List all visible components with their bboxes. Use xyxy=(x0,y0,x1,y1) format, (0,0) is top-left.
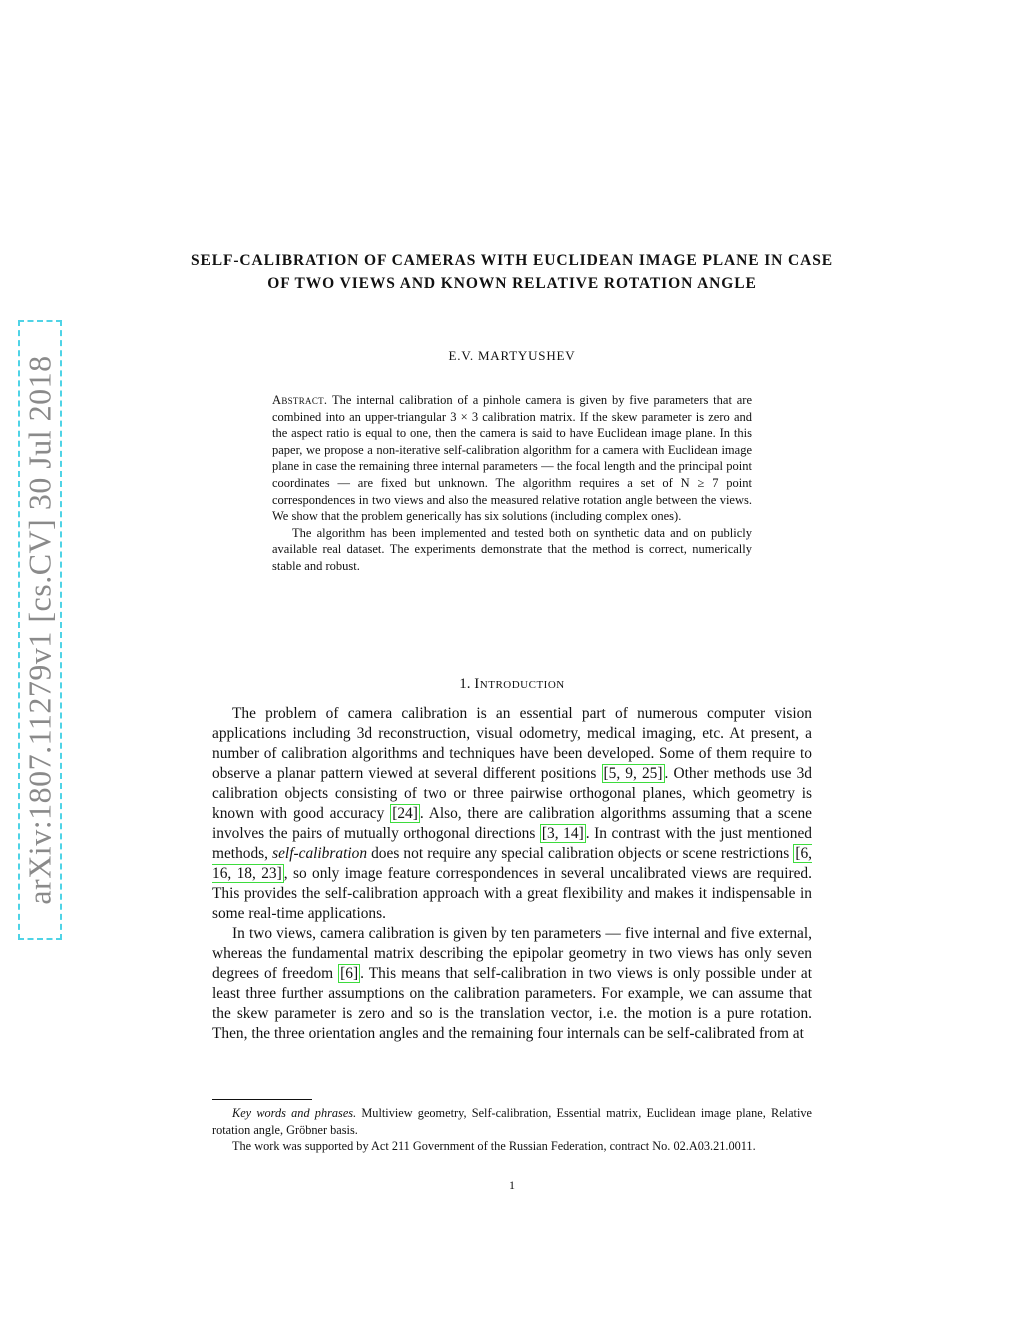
intro-text: . This means that self-calibration in two views is only possible under at least three further assumptions on the calibration parameters. For example, we can assume that the skew parameter is zero and so is the translation vector, i.e. the motion is a pure rotation. Then, the three orientation angles and the remaining four internals can be self-calibrated from at xyxy=(212,965,812,1042)
paper-author: E.V. MARTYUSHEV xyxy=(448,348,576,363)
section-title: Introduction xyxy=(474,676,565,692)
section-heading xyxy=(190,676,834,693)
footnotes xyxy=(212,1105,812,1155)
footnote-rule xyxy=(212,1099,312,1100)
arxiv-stamp xyxy=(18,320,62,940)
intro-text: . Other methods use 3d calibration objects consisting of two or three pairwise orthogonal planes, which geometry is known with good accuracy xyxy=(212,765,812,822)
keywords-label: Key words and phrases. xyxy=(232,1106,357,1120)
arxiv-id: arXiv:1807.11279v1 [cs.CV] 30 Jul 2018 xyxy=(21,355,58,905)
abstract-paragraph-2: The algorithm has been implemented and tested both on synthetic data and on publicly available real dataset. The experiments demonstrate that the method is correct, numerically stable and robust. xyxy=(272,525,752,573)
intro-paragraph-1 xyxy=(212,704,812,924)
section-number: 1. xyxy=(459,676,471,692)
citation-link[interactable]: [6, 16, 18, 23] xyxy=(212,845,812,882)
intro-text: , so only image feature correspondences in several uncalibrated views are required. This provides the self-calibration approach with a great flexibility and makes it indispensable in some real-time applications. xyxy=(212,865,812,922)
citation-link[interactable]: [6] xyxy=(340,965,359,982)
paper-title: SELF-CALIBRATION OF CAMERAS WITH EUCLIDEAN IMAGE PLANE IN CASE OF TWO VIEWS AND KNOWN RELATIVE ROTATION ANGLE xyxy=(190,252,833,292)
intro-text: In two views, camera calibration is given by ten parameters — five internal and five external, whereas the fundamental matrix describing the epipolar geometry in two views has only seven degrees of freedom xyxy=(212,925,812,982)
intro-text: The problem of camera calibration is an essential part of numerous computer vision applications including 3d reconstruction, visual odometry, medical imaging, etc. At present, a number of calibration algorithms and techniques have been developed. Some of them require to observe a planar pattern viewed at several different positions xyxy=(212,705,812,782)
page-number: 1 xyxy=(509,1178,515,1192)
abstract-paragraph-1 xyxy=(272,392,752,525)
intro-body xyxy=(212,704,812,1044)
abstract-label: Abstract. xyxy=(272,393,328,407)
citation-link[interactable]: [24] xyxy=(392,805,418,822)
footnote-keywords xyxy=(212,1105,812,1138)
citation-link[interactable]: [3, 14] xyxy=(541,825,584,842)
intro-text: . Also, there are calibration algorithms assuming that a scene involves the pairs of mutually orthogonal directions xyxy=(212,805,812,842)
footnote-support: The work was supported by Act 211 Government of the Russian Federation, contract No. 02.A03.21.0011. xyxy=(232,1139,756,1153)
intro-paragraph-2 xyxy=(212,924,812,1044)
abstract-text-1: The internal calibration of a pinhole camera is given by five parameters that are combined into an upper-triangular 3 × 3 calibration matrix. If the skew parameter is zero and the aspect ratio is equal to one, then the camera is said to have Euclidean image plane. In this paper, we propose a non-iterative self-calibration algorithm for a camera with Euclidean image plane in case the remaining three internal parameters — the focal length and the principal point coordinates — are fixed but unknown. The algorithm requires a set of N ≥ 7 point correspondences in two views and also the measured relative rotation angle between the views. We show that the problem generically has six solutions (including complex ones). xyxy=(272,393,752,524)
citation-link[interactable]: [5, 9, 25] xyxy=(603,765,663,782)
emphasis-term: self-calibration xyxy=(272,845,368,862)
keywords-text: Multiview geometry, Self-calibration, Essential matrix, Euclidean image plane, Relative rotation angle, Gröbner basis. xyxy=(212,1106,812,1137)
intro-text: . In contrast with the just mentioned methods, xyxy=(212,825,812,862)
abstract xyxy=(272,392,752,575)
intro-text: does not require any special calibration objects or scene restrictions xyxy=(367,845,794,862)
